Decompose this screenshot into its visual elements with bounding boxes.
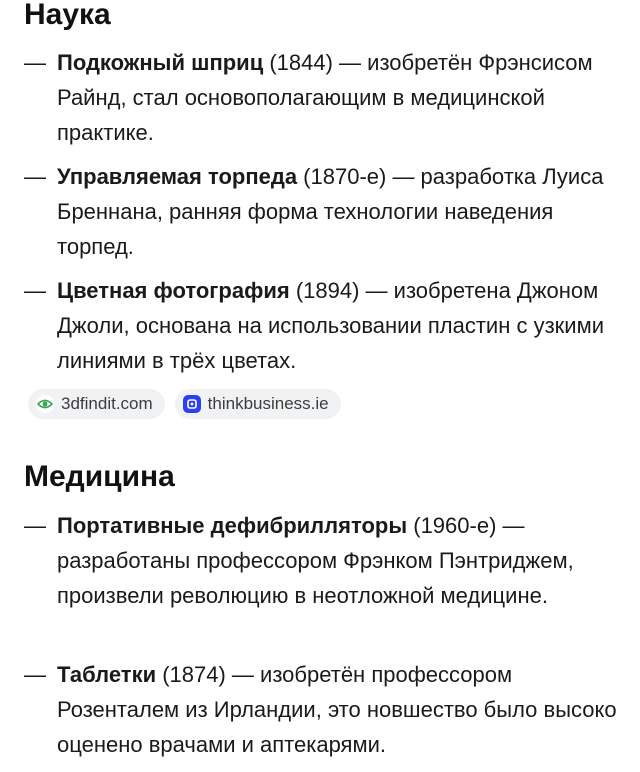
item-term: Управляемая торпеда (57, 164, 298, 189)
section-title: Медицина (24, 460, 175, 493)
thinkbusiness-logo-icon (183, 395, 201, 413)
item-description: (1894) — изобретена Джоном Джоли, основана на использовании пластин с узкими линиями в трёх цветах. (57, 278, 604, 373)
list-item-text (57, 159, 627, 264)
source-chip-3dfindit[interactable] (28, 389, 165, 419)
list-dash: — (24, 278, 46, 303)
item-description: (1874) — изобретён профессором Розенталем из Ирландии, это новшество было высоко оценено врачами и аптекарями. (57, 662, 617, 757)
list-dash: — (24, 164, 46, 189)
item-description: (1844) — изобретён Фрэнсисом Райнд, стал основополагающим в медицинской практике. (57, 50, 593, 145)
list-item-text (57, 508, 627, 613)
item-term: Портативные дефибрилляторы (57, 513, 408, 538)
list-dash: — (24, 662, 46, 687)
item-term: Подкожный шприц (57, 50, 264, 75)
item-description: (1960-е) — разработаны профессором Фрэнком Пэнтриджем, произвели революцию в неотложной медицине. (57, 513, 574, 608)
source-label: thinkbusiness.ie (207, 394, 329, 413)
section-title: Наука (24, 0, 111, 31)
source-label: 3dfindit.com (61, 394, 153, 413)
list-item-text (57, 45, 627, 150)
eye-icon (36, 395, 54, 413)
list-item-text (57, 273, 627, 378)
item-term: Цветная фотография (57, 278, 290, 303)
item-term: Таблетки (57, 662, 157, 687)
list-dash: — (24, 50, 46, 75)
source-chip-thinkbusiness[interactable] (175, 389, 341, 419)
list-dash: — (24, 513, 46, 538)
source-links (28, 389, 341, 419)
list-item-text (57, 657, 627, 762)
item-description: (1870-е) — разработка Луиса Бреннана, ранняя форма технологии наведения торпед. (57, 164, 604, 259)
